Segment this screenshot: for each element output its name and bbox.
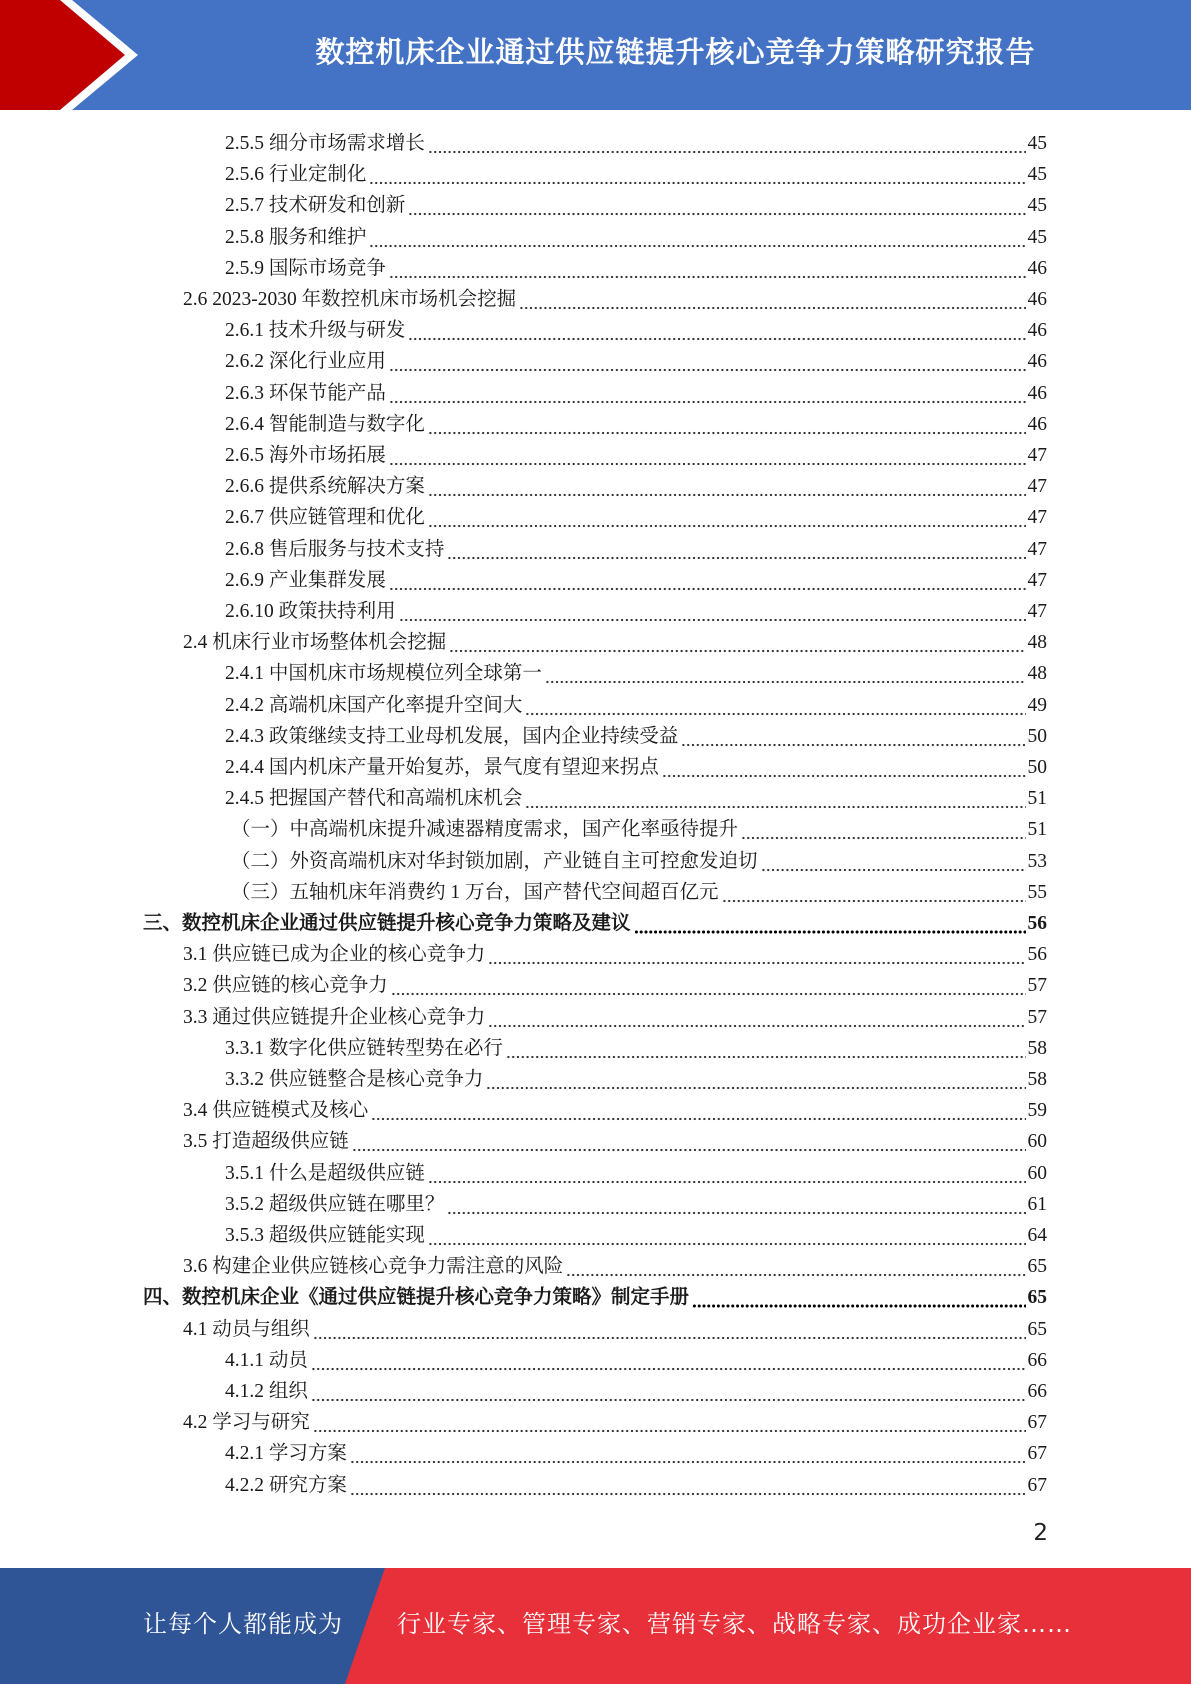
toc-entry-page: 67	[1027, 1443, 1047, 1465]
toc-dot-leader	[692, 1286, 1025, 1310]
toc-entry-label: 2.6.7 供应链管理和优化	[225, 507, 425, 529]
toc-entry[interactable]	[225, 250, 1047, 281]
toc-entry-label: 4.2.1 学习方案	[225, 1443, 347, 1465]
footer-slogan-right: 行业专家、管理专家、营销专家、战略专家、成功企业家……	[397, 1610, 1072, 1638]
toc-dot-leader	[428, 1162, 1026, 1186]
toc-entry-label: 2.6.8 售后服务与技术支持	[225, 538, 445, 560]
toc-entry-label: 2.6.9 产业集群发展	[225, 569, 386, 591]
toc-entry[interactable]	[225, 1217, 1047, 1248]
toc-entry[interactable]	[225, 343, 1047, 374]
toc-dot-leader	[488, 1006, 1025, 1030]
toc-entry-label: 3.3 通过供应链提升企业核心竞争力	[183, 1006, 486, 1028]
toc-entry-label: 2.4.1 中国机床市场规模位列全球第一	[225, 663, 542, 685]
toc-entry[interactable]	[183, 1311, 1047, 1342]
toc-entry-label: 4.1.2 组织	[225, 1381, 308, 1402]
report-title: 数控机床企业通过供应链提升核心竞争力策略研究报告	[315, 34, 1036, 69]
toc-entry-page: 47	[1027, 538, 1047, 560]
toc-dot-leader	[447, 1193, 1025, 1217]
toc-entry-page: 46	[1027, 289, 1047, 310]
toc-entry[interactable]	[231, 811, 1047, 842]
toc-dot-leader	[350, 1442, 1026, 1466]
toc-entry[interactable]	[183, 967, 1047, 998]
toc-entry-label: （三）五轴机床年消费约 1 万台，国产替代空间超百亿元	[231, 881, 719, 903]
toc-entry-label: 4.1 动员与组织	[183, 1318, 310, 1340]
toc-entry-page: 48	[1027, 663, 1047, 685]
toc-entry-page: 46	[1027, 257, 1047, 279]
page-header	[0, 0, 1191, 110]
toc-entry[interactable]	[183, 936, 1047, 967]
page-number: 2	[1033, 1520, 1048, 1546]
toc-entry[interactable]	[225, 687, 1047, 718]
toc-entry-label: （一）中高端机床提升减速器精度需求，国产化率亟待提升	[231, 819, 739, 841]
toc-entry[interactable]	[231, 843, 1047, 874]
toc-entry-label: 四、数控机床企业《通过供应链提升核心竞争力策略》制定手册	[143, 1287, 690, 1309]
toc-dot-leader	[389, 257, 1026, 281]
toc-entry-page: 57	[1027, 1006, 1047, 1028]
toc-entry-page: 59	[1027, 1100, 1047, 1122]
toc-entry[interactable]	[225, 187, 1047, 218]
toc-entry-label: 2.6.10 政策扶持利用	[225, 601, 396, 622]
toc-entry[interactable]	[225, 655, 1047, 686]
toc-entry[interactable]	[183, 1404, 1047, 1435]
toc-entry[interactable]	[225, 468, 1047, 499]
toc-entry-page: 66	[1027, 1381, 1047, 1402]
toc-dot-leader	[428, 1224, 1026, 1248]
toc-entry-label: 2.5.8 服务和维护	[225, 226, 367, 248]
toc-dot-leader	[634, 912, 1026, 936]
toc-entry-label: 3.1 供应链已成为企业的核心竞争力	[183, 944, 486, 966]
toc-entry-label: 2.4.4 国内机床产量开始复苏，景气度有望迎来拐点	[225, 757, 659, 778]
toc-dot-leader	[486, 1068, 1025, 1092]
toc-dot-leader	[447, 538, 1025, 562]
toc-entry[interactable]	[143, 1279, 1047, 1310]
toc-entry-label: 3.6 构建企业供应链核心竞争力需注意的风险	[183, 1256, 564, 1278]
toc-entry[interactable]	[183, 999, 1047, 1030]
toc-entry-page: 67	[1027, 1412, 1047, 1434]
toc-dot-leader	[371, 1099, 1025, 1123]
toc-entry-page: 58	[1027, 1069, 1047, 1090]
toc-entry-page: 61	[1027, 1193, 1047, 1215]
toc-entry-page: 64	[1027, 1225, 1047, 1246]
toc-entry-page: 65	[1027, 1318, 1047, 1340]
toc-entry-page: 45	[1027, 226, 1047, 248]
toc-entry-label: 2.6 2023-2030 年数控机床市场机会挖掘	[183, 289, 517, 310]
toc-entry-label: 2.5.7 技术研发和创新	[225, 195, 406, 217]
toc-entry-label: 3.3.2 供应链整合是核心竞争力	[225, 1069, 484, 1090]
toc-dot-leader	[408, 194, 1025, 218]
toc-entry[interactable]	[225, 749, 1047, 780]
toc-entry[interactable]	[225, 437, 1047, 468]
toc-entry-page: 47	[1027, 445, 1047, 466]
toc-entry-label: 4.2 学习与研究	[183, 1412, 310, 1434]
toc-entry-label: 2.5.6 行业定制化	[225, 164, 367, 186]
toc-dot-leader	[408, 319, 1025, 343]
header-arrow-decoration	[0, 0, 160, 110]
toc-entry-label: 2.4.5 把握国产替代和高端机床机会	[225, 788, 523, 810]
toc-dot-leader	[681, 725, 1025, 749]
toc-entry-page: 53	[1027, 850, 1047, 872]
toc-dot-leader	[313, 1318, 1026, 1342]
toc-entry[interactable]	[225, 531, 1047, 562]
toc-dot-leader	[566, 1255, 1025, 1279]
toc-entry-page: 46	[1027, 382, 1047, 404]
toc-entry[interactable]	[225, 1030, 1047, 1061]
toc-dot-leader	[761, 850, 1026, 874]
toc-dot-leader	[369, 163, 1025, 187]
toc-dot-leader	[428, 506, 1026, 530]
toc-entry[interactable]	[225, 219, 1047, 250]
toc-entry-label: 3.2 供应链的核心竞争力	[183, 975, 388, 997]
toc-entry[interactable]	[225, 125, 1047, 156]
toc-dot-leader	[311, 1349, 1026, 1373]
toc-entry-page: 47	[1027, 601, 1047, 622]
toc-dot-leader	[369, 226, 1025, 250]
toc-entry[interactable]	[183, 281, 1047, 312]
toc-entry[interactable]	[183, 624, 1047, 655]
toc-entry[interactable]	[225, 1342, 1047, 1373]
toc-entry-page: 45	[1027, 195, 1047, 217]
toc-entry-page: 45	[1027, 164, 1047, 186]
toc-entry-label: 3.5.2 超级供应链在哪里？	[225, 1193, 445, 1215]
toc-entry-label: 2.4.3 政策继续支持工业母机发展，国内企业持续受益	[225, 725, 679, 747]
toc-entry-label: 2.6.5 海外市场拓展	[225, 445, 386, 466]
toc-entry-page: 57	[1027, 975, 1047, 997]
toc-entry-label: 2.5.9 国际市场竞争	[225, 257, 386, 279]
toc-entry-page: 60	[1027, 1162, 1047, 1184]
toc-dot-leader	[428, 132, 1026, 156]
toc-entry-label: （二）外资高端机床对华封锁加剧，产业链自主可控愈发迫切	[231, 850, 758, 872]
toc-dot-leader	[449, 631, 1025, 655]
toc-dot-leader	[506, 1037, 1026, 1061]
toc-entry[interactable]	[225, 1467, 1047, 1498]
toc-dot-leader	[313, 1411, 1026, 1435]
toc-entry-label: 2.4.2 高端机床国产化率提升空间大	[225, 694, 523, 716]
toc-dot-leader	[545, 662, 1026, 686]
toc-entry-page: 60	[1027, 1131, 1047, 1153]
toc-entry-page: 56	[1027, 944, 1047, 966]
toc-dot-leader	[741, 818, 1025, 842]
toc-dot-leader	[428, 475, 1026, 499]
toc-entry-page: 56	[1027, 913, 1047, 934]
toc-entry-page: 50	[1027, 757, 1047, 778]
toc-entry[interactable]	[231, 874, 1047, 905]
toc-dot-leader	[389, 569, 1026, 593]
toc-entry-label: 3.5.1 什么是超级供应链	[225, 1162, 425, 1184]
toc-dot-leader	[350, 1474, 1026, 1498]
toc-entry-page: 55	[1027, 881, 1047, 903]
toc-entry-page: 50	[1027, 725, 1047, 747]
toc-entry-label: 2.6.3 环保节能产品	[225, 382, 386, 404]
toc-entry[interactable]	[225, 1186, 1047, 1217]
toc-entry-label: 3.3.1 数字化供应链转型势在必行	[225, 1037, 503, 1059]
toc-entry-page: 65	[1027, 1287, 1047, 1309]
toc-entry-label: 4.2.2 研究方案	[225, 1474, 347, 1496]
toc-dot-leader	[525, 787, 1025, 811]
toc-dot-leader	[352, 1130, 1026, 1154]
toc-entry[interactable]	[183, 1248, 1047, 1279]
toc-entry[interactable]	[225, 1061, 1047, 1092]
toc-entry-page: 46	[1027, 320, 1047, 342]
toc-entry[interactable]	[225, 312, 1047, 343]
toc-entry-page: 47	[1027, 569, 1047, 591]
toc-entry[interactable]	[225, 1435, 1047, 1466]
toc-entry[interactable]	[225, 499, 1047, 530]
toc-dot-leader	[389, 382, 1026, 406]
toc-entry[interactable]	[225, 406, 1047, 437]
toc-entry-label: 2.6.2 深化行业应用	[225, 351, 386, 373]
toc-entry-page: 49	[1027, 694, 1047, 716]
toc-entry-page: 47	[1027, 476, 1047, 498]
toc-entry-label: 3.5 打造超级供应链	[183, 1131, 349, 1153]
footer-slogan-left: 让每个人都能成为	[143, 1610, 343, 1638]
toc-entry[interactable]	[225, 1155, 1047, 1186]
toc-entry-label: 2.5.5 细分市场需求增长	[225, 133, 425, 154]
toc-entry-label: 2.6.6 提供系统解决方案	[225, 476, 425, 498]
toc-entry-label: 三、数控机床企业通过供应链提升核心竞争力策略及建议	[143, 913, 631, 934]
toc-dot-leader	[488, 943, 1025, 967]
toc-entry-page: 48	[1027, 632, 1047, 654]
toc-entry-label: 4.1.1 动员	[225, 1349, 308, 1371]
toc-dot-leader	[391, 974, 1026, 998]
toc-entry-page: 58	[1027, 1037, 1047, 1059]
toc-entry-page: 47	[1027, 507, 1047, 529]
toc-dot-leader	[311, 1380, 1026, 1404]
toc-dot-leader	[662, 756, 1026, 780]
toc-entry-page: 65	[1027, 1256, 1047, 1278]
toc-entry[interactable]	[225, 562, 1047, 593]
toc-entry[interactable]	[183, 1092, 1047, 1123]
toc-entry[interactable]	[183, 1123, 1047, 1154]
toc-entry-page: 66	[1027, 1349, 1047, 1371]
toc-dot-leader	[399, 600, 1026, 624]
toc-dot-leader	[525, 694, 1025, 718]
toc-entry-label: 2.6.4 智能制造与数字化	[225, 413, 425, 435]
toc-entry-label: 3.4 供应链模式及核心	[183, 1100, 369, 1122]
toc-entry-label: 2.6.1 技术升级与研发	[225, 320, 406, 342]
toc-entry-page: 51	[1027, 819, 1047, 841]
toc-entry[interactable]	[225, 156, 1047, 187]
toc-entry[interactable]	[225, 718, 1047, 749]
toc-entry[interactable]	[225, 1373, 1047, 1404]
toc-entry-page: 45	[1027, 133, 1047, 154]
toc-entry-page: 46	[1027, 413, 1047, 435]
toc-entry-label: 2.4 机床行业市场整体机会挖掘	[183, 632, 447, 654]
toc-dot-leader	[722, 881, 1026, 905]
toc-dot-leader	[389, 350, 1026, 374]
toc-entry[interactable]	[225, 780, 1047, 811]
toc-dot-leader	[519, 288, 1025, 312]
toc-entry-page: 46	[1027, 351, 1047, 373]
toc-entry-page: 51	[1027, 788, 1047, 810]
toc-dot-leader	[428, 413, 1026, 437]
toc-entry-page: 67	[1027, 1474, 1047, 1496]
toc-entry[interactable]	[225, 593, 1047, 624]
page-footer	[0, 1568, 1191, 1684]
toc-entry[interactable]	[225, 375, 1047, 406]
toc-dot-leader	[389, 444, 1026, 468]
toc-entry-label: 3.5.3 超级供应链能实现	[225, 1225, 425, 1246]
toc-entry[interactable]	[143, 905, 1047, 936]
